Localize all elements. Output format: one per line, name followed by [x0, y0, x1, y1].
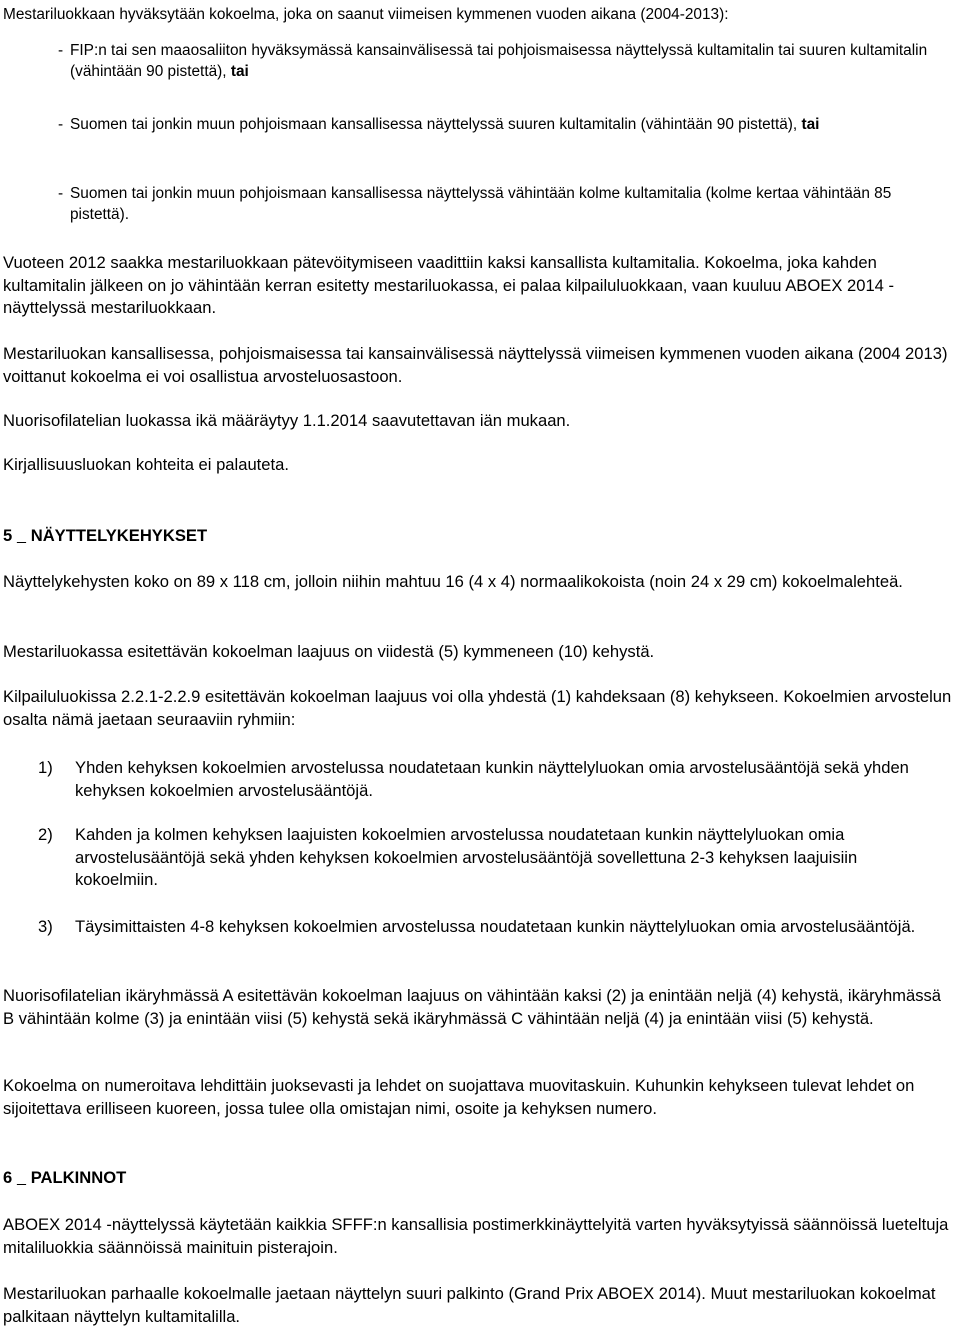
bullet-bold: tai — [230, 63, 249, 80]
bullet-bold: tai — [801, 116, 820, 133]
list-text: Täysimittaisten 4-8 kehyksen kokoelmien arvostelussa noudatetaan kunkin näyttelyluokan omia arvostelusääntöjä. — [75, 917, 916, 936]
paragraph-numeroitava: Kokoelma on numeroitava lehdittäin juoksevasti ja lehdet on suojattava muovitaskuin. Kuhunkin kehykseen tulevat lehdet on sijoitettava erilliseen kuoreen, jossa tulee olla omistajan nimi, osoite ja kehyksen numero. — [3, 1076, 915, 1118]
bullet-item — [58, 114, 938, 135]
bullet-dash: - — [58, 185, 64, 202]
bullet-text: Suomen tai jonkin muun pohjoismaan kansallisessa näyttelyssä suuren kultamitalin (vähintään 90 pistettä), — [70, 116, 798, 133]
bullet-dash: - — [58, 116, 64, 133]
paragraph-2012: Vuoteen 2012 saakka mestariluokkaan pätevöitymiseen vaadittiin kaksi kansallista kultamitalia. Kokoelma, joka kahden kultamitalin jälkeen on jo vähintään kerran esitetty mestariluokassa, ei palaa kilpailuluokkaan, vaan kuuluu ABOEX 2014 -näyttelyssä mestariluokkaan. — [3, 253, 895, 317]
list-number: 1) — [38, 758, 53, 777]
list-text: Kahden ja kolmen kehyksen laajuisten kokoelmien arvostelussa noudatetaan kunkin näyttelyluokan omia arvostelusääntöjä sekä yhden kehyksen kokoelmien arvostelusääntöjä sovellettuna 2-3 kehyksen laajuisiin kokoelmiin. — [75, 825, 858, 889]
list-text: Yhden kehyksen kokoelmien arvostelussa noudatetaan kunkin näyttelyluokan omia arvostelusääntöjä sekä yhden kehyksen kokoelmien arvostelusääntöjä. — [75, 758, 909, 800]
bullet-item — [58, 40, 938, 82]
paragraph-laajuus: Mestariluokassa esitettävän kokoelman laajuus on viidestä (5) kymmeneen (10) kehystä. — [3, 642, 655, 661]
section-6-heading — [3, 1167, 955, 1190]
list-item — [38, 757, 938, 802]
paragraph-ika: Nuorisofilatelian luokassa ikä määräytyy 1.1.2014 saavutettavan iän mukaan. — [3, 411, 571, 430]
list-number: 3) — [38, 917, 53, 936]
paragraph-aboex: ABOEX 2014 -näyttelyssä käytetään kaikkia SFFF:n kansallisia postimerkkinäyttelyitä varten hyväksytyissä säännöissä lueteltuja mitaliluokkia säännöissä mainituin pisterajoin. — [3, 1215, 949, 1257]
list-number: 2) — [38, 825, 53, 844]
section-number: 5 — [3, 526, 13, 545]
paragraph-kilpailu: Kilpailuluokissa 2.2.1-2.2.9 esitettävän kokoelman laajuus voi olla yhdestä (1) kahdeksaan (8) kehykseen. Kokoelmien arvostelun osalta nämä jaetaan seuraaviin ryhmiin: — [3, 687, 952, 729]
paragraph-voittanut: Mestariluokan kansallisessa, pohjoismaisessa tai kansainvälisessä näyttelyssä viimeisen kymmenen vuoden aikana (2004 2013) voittanut kokoelma ei voi osallistua arvosteluosastoon. — [3, 344, 948, 386]
bullet-text: Suomen tai jonkin muun pohjoismaan kansallisessa näyttelyssä vähintään kolme kultamitalia (kolme kertaa vähintään 85 pistettä). — [70, 185, 892, 223]
bullet-dash: - — [58, 42, 64, 59]
list-item — [38, 824, 938, 892]
paragraph-koko: Näyttelykehysten koko on 89 x 118 cm, jolloin niihin mahtuu 16 (4 x 4) normaalikokoista (noin 24 x 29 cm) kokoelmalehteä. — [3, 572, 903, 591]
section-5-heading — [3, 525, 955, 548]
section-title: PALKINNOT — [30, 1168, 127, 1187]
paragraph-grandprix: Mestariluokan parhaalle kokoelmalle jaetaan näyttelyn suuri palkinto (Grand Prix ABOEX 2014). Muut mestariluokan kokoelmat palkitaan näyttelyn kultamitalilla. — [3, 1284, 936, 1326]
section-title: NÄYTTELYKEHYKSET — [30, 526, 208, 545]
paragraph-nuoriso: Nuorisofilatelian ikäryhmässä A esitettävän kokoelman laajuus on vähintään kaksi (2) ja enintään neljä (4) kehystä, ikäryhmässä B vähintään kolme (3) ja enintään viisi (5) kehystä sekä ikäryhmässä C vähintään neljä (4) ja enintään viisi (5) kehystä. — [3, 986, 942, 1028]
bullet-item — [58, 183, 938, 225]
intro-paragraph: Mestariluokkaan hyväksytään kokoelma, joka on saanut viimeisen kymmenen vuoden aikana (2004-2013): — [3, 6, 729, 23]
paragraph-kirjallisuus: Kirjallisuusluokan kohteita ei palauteta. — [3, 455, 289, 474]
list-item — [38, 916, 938, 939]
bullet-text: FIP:n tai sen maaosaliiton hyväksymässä kansainvälisessä tai pohjoismaisessa näyttelyssä kultamitalin tai suuren kultamitalin (vähintään 90 pistettä), — [70, 42, 928, 80]
section-number: 6 — [3, 1168, 13, 1187]
